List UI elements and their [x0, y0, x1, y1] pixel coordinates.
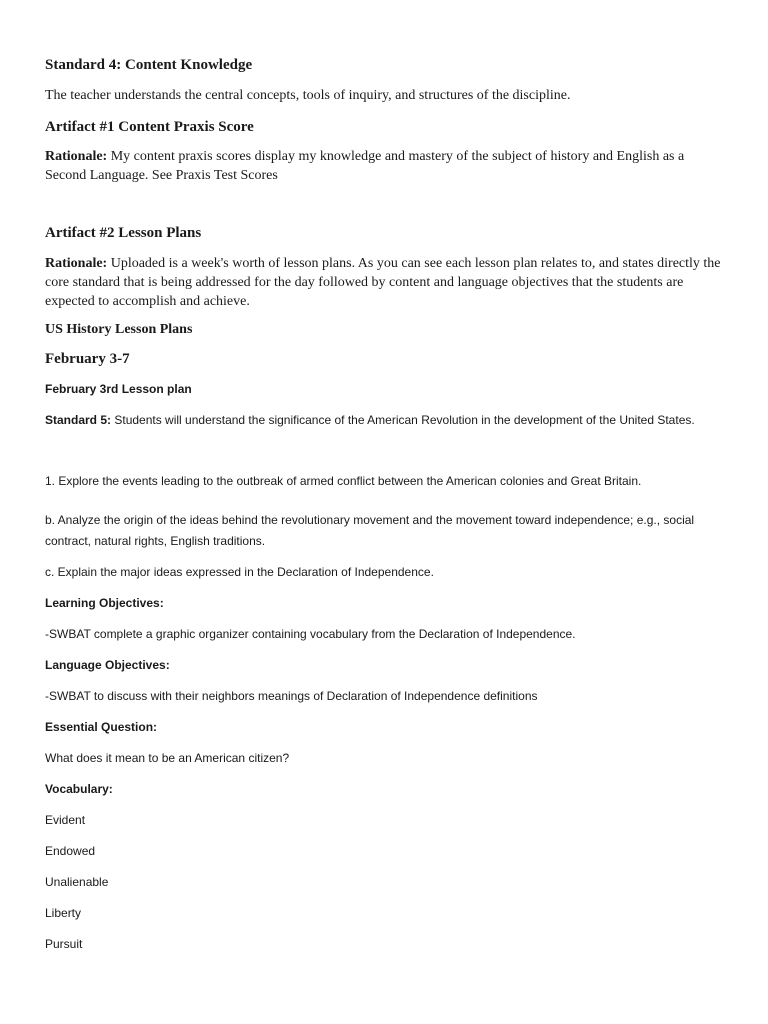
language-objectives-text: -SWBAT to discuss with their neighbors meanings of Declaration of Independence definitions	[45, 689, 538, 703]
vocab-item: Endowed	[45, 844, 96, 858]
week-heading: February 3-7	[45, 351, 130, 367]
language-objectives-label: Language Objectives:	[45, 658, 170, 672]
day-heading: February 3rd Lesson plan	[45, 382, 192, 396]
vocab-item: Evident	[45, 813, 86, 827]
standard4-heading: Standard 4: Content Knowledge	[45, 57, 253, 73]
essential-question-text: What does it mean to be an American citizen?	[45, 751, 290, 765]
item-1: 1. Explore the events leading to the outbreak of armed conflict between the American colonies and Great Britain.	[45, 474, 642, 488]
vocab-item: Pursuit	[45, 937, 83, 951]
rationale-label: Rationale:	[45, 149, 108, 164]
item-c: c. Explain the major ideas expressed in the Declaration of Independence.	[45, 565, 434, 579]
learning-objectives-text: -SWBAT complete a graphic organizer containing vocabulary from the Declaration of Independence.	[45, 627, 576, 641]
standard4-description: The teacher understands the central concepts, tools of inquiry, and structures of the discipline.	[45, 88, 571, 103]
artifact2-rationale	[45, 254, 725, 311]
vocab-item: Unalienable	[45, 875, 109, 889]
us-history-heading: US History Lesson Plans	[45, 322, 193, 337]
rationale-label: Rationale:	[45, 256, 108, 271]
vocabulary-label: Vocabulary:	[45, 782, 113, 796]
item-b: b. Analyze the origin of the ideas behind the revolutionary movement and the movement toward independence; e.g., social contract, natural rights, English traditions.	[45, 513, 695, 548]
artifact2-heading: Artifact #2 Lesson Plans	[45, 225, 202, 241]
standard5-body: Students will understand the significance of the American Revolution in the development of the United States.	[111, 413, 695, 427]
rationale-text: My content praxis scores display my knowledge and mastery of the subject of history and English as a Second Language. See Praxis Test Scores	[45, 149, 685, 183]
vocab-item: Liberty	[45, 906, 82, 920]
essential-question-label: Essential Question:	[45, 720, 158, 734]
artifact1-rationale	[45, 147, 725, 185]
standard5-label: Standard 5:	[45, 413, 112, 427]
learning-objectives-label: Learning Objectives:	[45, 596, 164, 610]
standard5-text	[45, 410, 725, 431]
rationale-text: Uploaded is a week's worth of lesson plans. As you can see each lesson plan relates to, and states directly the core standard that is being addressed for the day followed by content and language objectives that the students are expected to accomplish and achieve.	[45, 256, 721, 309]
artifact1-heading: Artifact #1 Content Praxis Score	[45, 119, 254, 135]
